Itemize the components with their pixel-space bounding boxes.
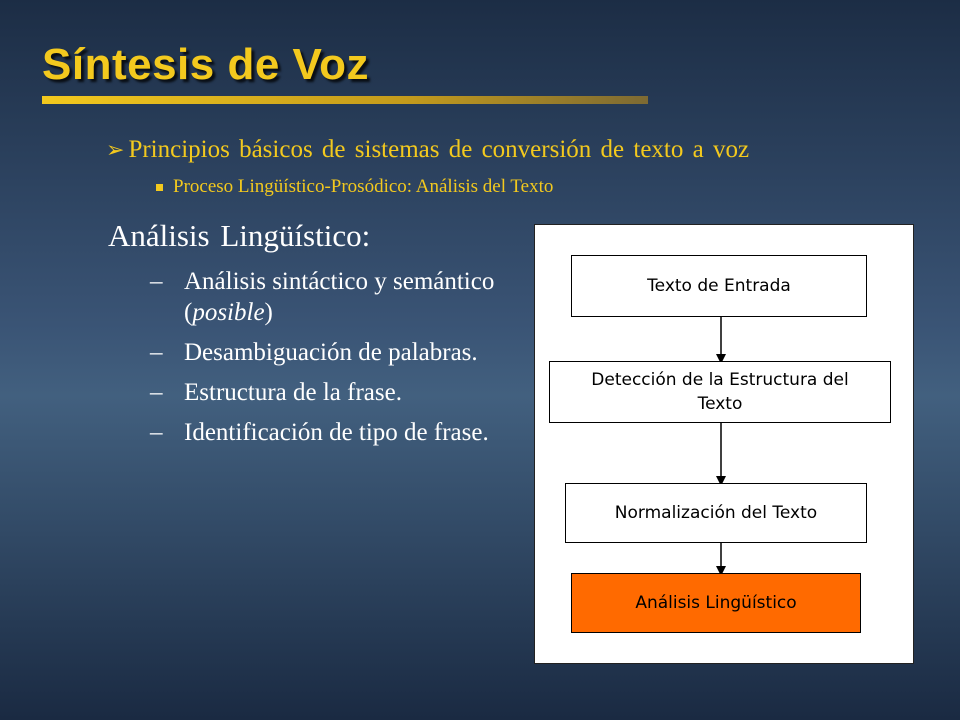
node-texto-entrada: Texto de Entrada <box>571 255 867 317</box>
bullet-level2-text: Proceso Lingüístico-Prosódico: Análisis del Texto <box>173 176 554 197</box>
list-item <box>150 266 510 328</box>
dash-bullet: – <box>150 339 163 366</box>
list-item-text: Estructura de la frase. <box>184 379 402 406</box>
process-diagram <box>534 224 914 664</box>
dash-bullet: – <box>150 268 163 295</box>
node-deteccion-estructura: Detección de la Estructura del Texto <box>549 361 891 423</box>
list-item <box>150 377 510 408</box>
square-bullet-icon <box>156 184 163 191</box>
list-item-text: Desambiguación de palabras. <box>184 339 478 366</box>
node-normalizacion: Normalización del Texto <box>565 483 867 543</box>
section-title: Análisis Lingüístico: <box>108 218 371 253</box>
arrow-bullet-icon: ➢ <box>106 137 125 162</box>
list-item <box>150 337 510 368</box>
slide-title: Síntesis de Voz <box>42 40 369 89</box>
dash-bullet: – <box>150 379 163 406</box>
node-analisis-linguistico: Análisis Lingüístico <box>571 573 861 633</box>
dash-bullet: – <box>150 419 163 446</box>
analysis-list <box>150 266 510 457</box>
title-underline <box>42 96 648 104</box>
list-item-text: Análisis sintáctico y semántico (posible) <box>184 268 495 326</box>
bullet-level1 <box>106 136 749 164</box>
bullet-level2 <box>156 176 553 198</box>
bullet-level1-text: Principios básicos de sistemas de conversión de texto a voz <box>128 136 750 163</box>
list-item-text: Identificación de tipo de frase. <box>184 419 489 446</box>
list-item <box>150 417 510 448</box>
